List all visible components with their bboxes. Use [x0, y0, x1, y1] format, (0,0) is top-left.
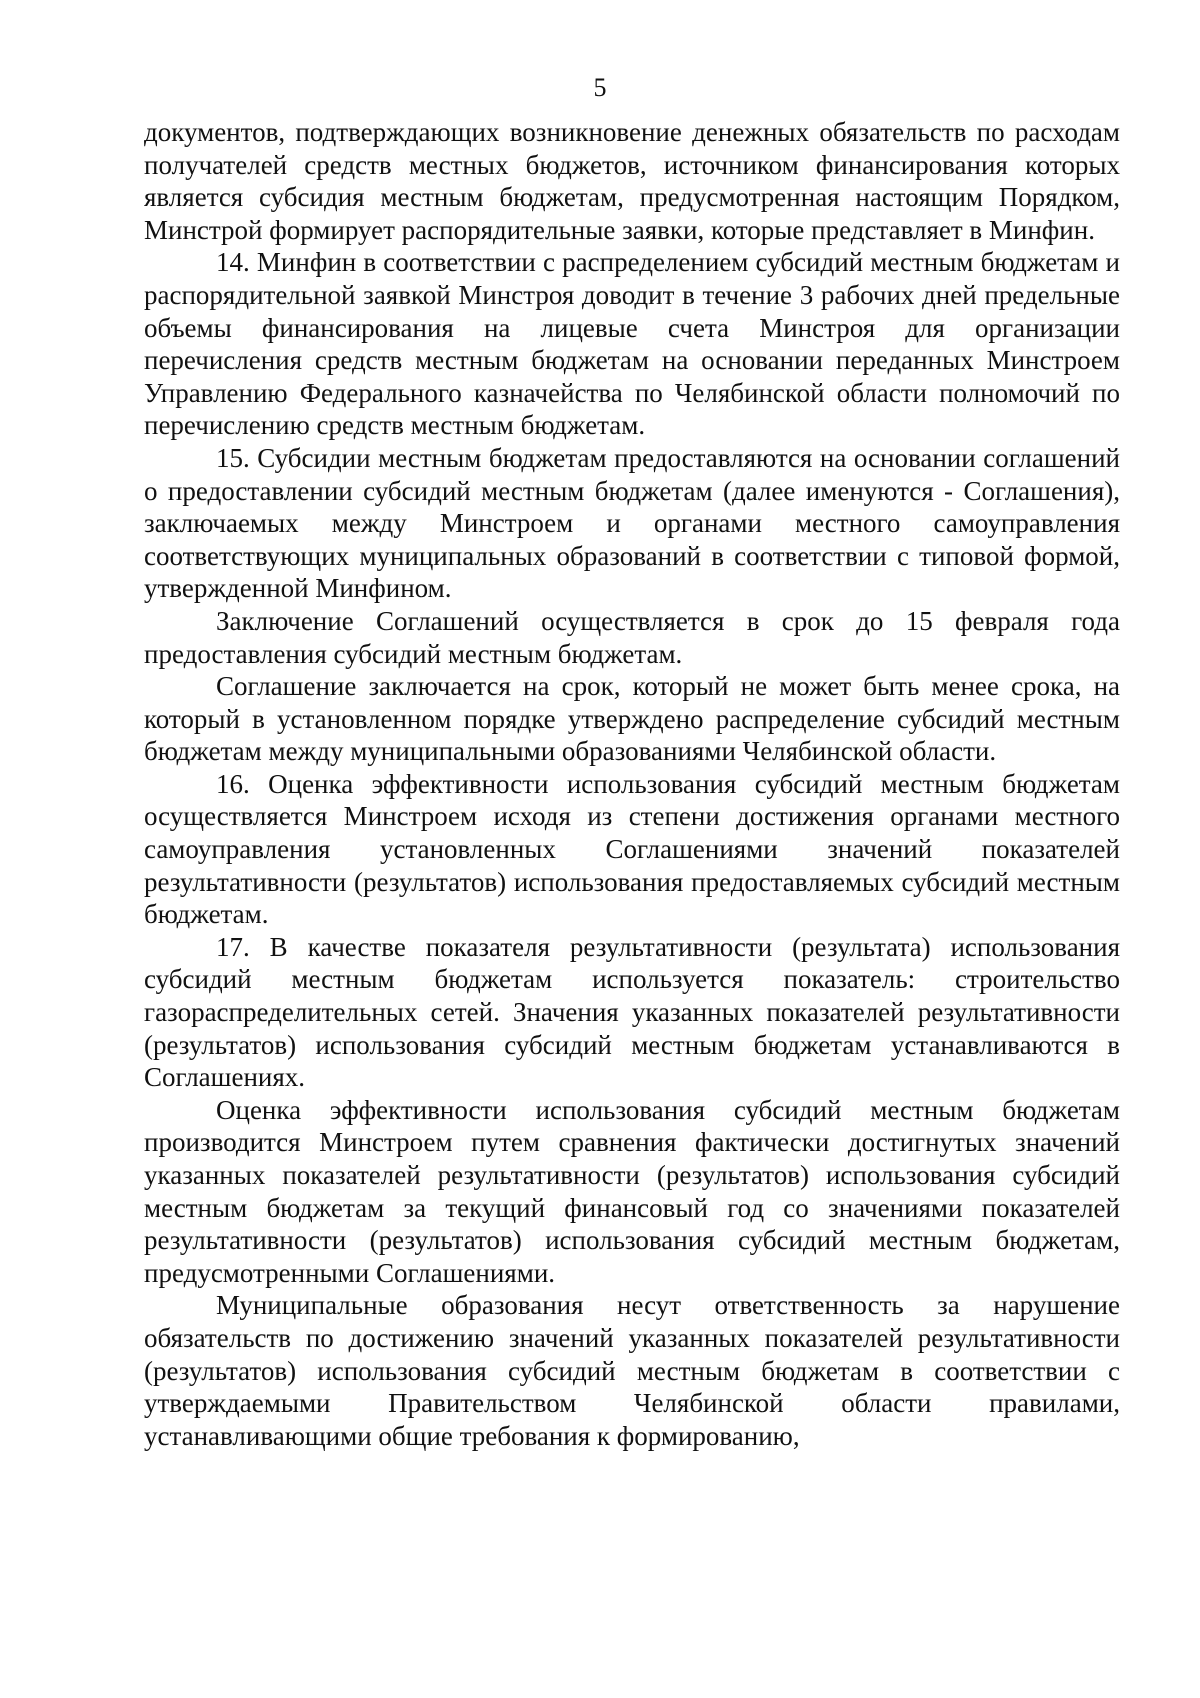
paragraph-item-17: 17. В качестве показателя результативности (результата) использования субсидий местным бюджетам используется показатель: строительство газораспределительных сетей. Значения указанных показателей результативности (результатов) использования субсидий местным бюджетам устанавливаются в Соглашениях. [144, 931, 1120, 1093]
page-number: 5 [593, 73, 607, 102]
paragraph-responsibility: Муниципальные образования несут ответственность за нарушение обязательств по достижению значений указанных показателей результативности (результатов) использования субсидий местным бюджетам в соответствии с утверждаемыми Правительством Челябинской области правилами, устанавливающими общие требования к формированию, [144, 1290, 1120, 1451]
paragraph-agreement-term: Соглашение заключается на срок, который не может быть менее срока, на который в установленном порядке утверждено распределение субсидий местным бюджетам между муниципальными образованиями Челябинской области. [144, 671, 1120, 767]
paragraph-agreement-deadline: Заключение Соглашений осуществляется в срок до 15 февраля года предоставления субсидий местным бюджетам. [144, 605, 1120, 669]
paragraph-item-15: 15. Субсидии местным бюджетам предоставляются на основании соглашений о предоставлении субсидий местным бюджетам (далее именуются - Соглашения), заключаемых между Минстроем и органами местного самоуправления соответствующих муниципальных образований в соответствии с типовой формой, утвержденной Минфином. [144, 442, 1120, 604]
paragraph-item-14: 14. Минфин в соответствии с распределением субсидий местным бюджетам и распорядительной заявкой Минстроя доводит в течение 3 рабочих дней предельные объемы финансирования на лицевые счета Минстроя для организации перечисления средств местным бюджетам на основании переданных Минстроем Управлению Федерального казначейства по Челябинской области полномочий по перечислению средств местным бюджетам. [144, 247, 1120, 441]
paragraph-item-16: 16. Оценка эффективности использования субсидий местным бюджетам осуществляется Минстроем исходя из степени достижения органами местного самоуправления установленных Соглашениями значений показателей результативности (результатов) использования предоставляемых субсидий местным бюджетам. [144, 768, 1120, 930]
paragraph-efficiency-evaluation: Оценка эффективности использования субсидий местным бюджетам производится Минстроем путем сравнения фактически достигнутых значений указанных показателей результативности (результатов) использования субсидий местным бюджетам за текущий финансовый год со значениями показателей результативности (результатов) использования субсидий местным бюджетам, предусмотренными Соглашениями. [144, 1094, 1120, 1288]
document-body [144, 116, 1120, 1452]
paragraph-continuation: документов, подтверждающих возникновение денежных обязательств по расходам получателей средств местных бюджетов, источником финансирования которых является субсидия местным бюджетам, предусмотренная настоящим Порядком, Минстрой формирует распорядительные заявки, которые представляет в Минфин. [144, 117, 1120, 245]
